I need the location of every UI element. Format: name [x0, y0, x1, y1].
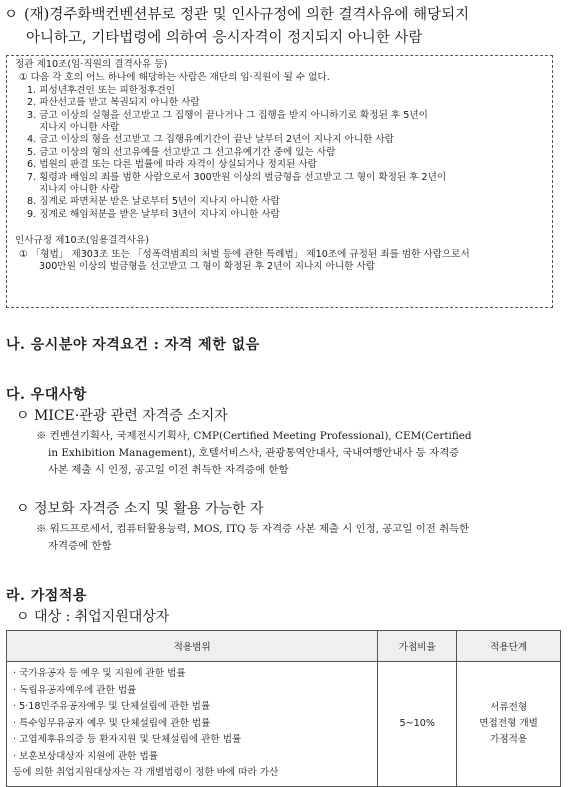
- section-ra-heading: 라. 가점적용: [6, 588, 87, 604]
- scope-line: · 독립유공자예우에 관한 법률: [13, 684, 137, 696]
- stage-cell: [457, 662, 561, 787]
- note-line: 자격증에 한함: [48, 540, 112, 552]
- note-line: ※ 워드프로세서, 컴퓨터활용능력, MOS, ITQ 등 자격증 사본 제출 시 인정, 공고일 이전 취득한: [36, 523, 470, 535]
- scope-line: 등에 의한 취업지원대상자는 각 개별법령이 정한 바에 따라 가산: [13, 767, 279, 778]
- articles-lead: ① 다음 각 호의 어느 하나에 해당하는 사람은 재단의 임·직원이 될 수 없다.: [19, 72, 330, 84]
- header-scope: 적용범위: [7, 631, 378, 662]
- scope-line: · 국가유공자 등 예우 및 지원에 관한 법률: [13, 668, 186, 679]
- circle-bullet-icon: ㅇ: [4, 7, 19, 23]
- note-line: ※ 컨벤션기획사, 국제전시기획사, CMP(Certified Meeting Professional), CEM(Certified: [36, 430, 472, 442]
- scope-line: · 5·18민주유공자예우 및 단체설립에 관한 법률: [13, 701, 211, 712]
- bonus-target: ㅇ 대상 : 취업지원대상자: [16, 609, 170, 625]
- note-line: 사본 제출 시 인정, 공고일 이전 취득한 자격증에 한함: [48, 464, 289, 476]
- section-da-heading: 다. 우대사항: [6, 387, 87, 403]
- articles-box: [6, 55, 553, 308]
- preference-note-mice: [36, 428, 564, 479]
- header-stage: 적용단계: [457, 631, 561, 662]
- intro-line-1: ㅇ (재)경주화백컨벤션뷰로 정관 및 인사규정에 의한 결격사유에 해당되지: [4, 4, 570, 27]
- rule-title: 인사규정 제10조(임용결격사유): [15, 235, 149, 247]
- preference-item-it: ㅇ 정보화 자격증 소지 및 활용 가능한 자: [16, 501, 264, 517]
- article-item-cont: 지나지 아니한 사람: [39, 184, 120, 196]
- article-item: 8. 징계로 파면처분 받은 날로부터 5년이 지나지 아니한 사람: [27, 196, 280, 208]
- table-header-row: [7, 631, 561, 662]
- article-item-cont: 지나지 아니한 사람: [39, 122, 120, 134]
- header-rate: 가점비율: [378, 631, 457, 662]
- stage-line: 면접전형 개별: [479, 717, 538, 729]
- article-item: 3. 금고 이상의 실형을 선고받고 그 집행이 끝나거나 그 집행을 받지 아니하기로 확정된 후 5년이: [27, 109, 428, 121]
- stage-line: 서류전형: [490, 701, 528, 713]
- rule-line-2: 300만원 이상의 벌금형을 선고받고 그 형이 확정된 후 2년이 지나지 아니한 사람: [39, 261, 375, 273]
- preference-note-it: [36, 521, 564, 555]
- scope-line: · 보훈보상대상자 지원에 관한 법률: [13, 750, 158, 762]
- scope-line: · 특수임무유공자 예우 및 단체설립에 관한 법률: [13, 717, 211, 729]
- section-na-heading: 나. 응시분야 자격요건 : 자격 제한 없음: [6, 337, 260, 353]
- article-item: 2. 파산선고를 받고 복권되지 아니한 사람: [27, 97, 200, 109]
- intro-line-2: 아니하고, 기타법령에 의하여 응시자격이 정지되지 아니한 사람: [26, 30, 423, 46]
- article-item: 7. 횡령과 배임의 죄를 범한 사람으로서 300만원 이상의 벌금형을 선고받고 그 형이 확정된 후 2년이: [27, 171, 447, 183]
- intro-paragraph: [4, 4, 570, 50]
- bonus-table: [6, 630, 561, 787]
- articles-title: 정관 제10조(임·직원의 결격사유 등): [15, 59, 168, 70]
- article-item: 5. 금고 이상의 형의 선고유예를 선고받고 그 선고유예기간 중에 있는 사람: [27, 146, 336, 158]
- rate-cell: 5~10%: [378, 662, 457, 787]
- rule-line-1: ① 「형법」 제303조 또는 「성폭력범죄의 처벌 등에 관한 특례법」 제10조에 규정된 죄를 범한 사람으로서: [19, 248, 470, 260]
- article-item: 4. 금고 이상의 형을 선고받고 그 집행유예기간이 끝난 날부터 2년이 지나지 아니한 사람: [27, 134, 394, 146]
- scope-line: · 고엽제후유의증 등 환자지원 및 단체설립에 관한 법률: [13, 734, 242, 745]
- article-item: 1. 피성년후견인 또는 피한정후견인: [27, 84, 176, 96]
- article-item: 6. 법원의 판결 또는 다른 법률에 따라 자격이 상실되거나 정지된 사람: [27, 159, 317, 171]
- scope-cell: [7, 662, 378, 787]
- note-line: in Exhibition Management), 호텔서비스사, 관광통역안내사, 국내여행안내사 등 자격증: [48, 447, 460, 459]
- stage-line: 가점적용: [490, 733, 528, 745]
- table-row: [7, 662, 561, 787]
- article-item: 9. 징계로 해임처분을 받은 날부터 3년이 지나지 아니한 사람: [27, 208, 280, 220]
- preference-item-mice: ㅇ MICE·관광 관련 자격증 소지자: [16, 408, 228, 424]
